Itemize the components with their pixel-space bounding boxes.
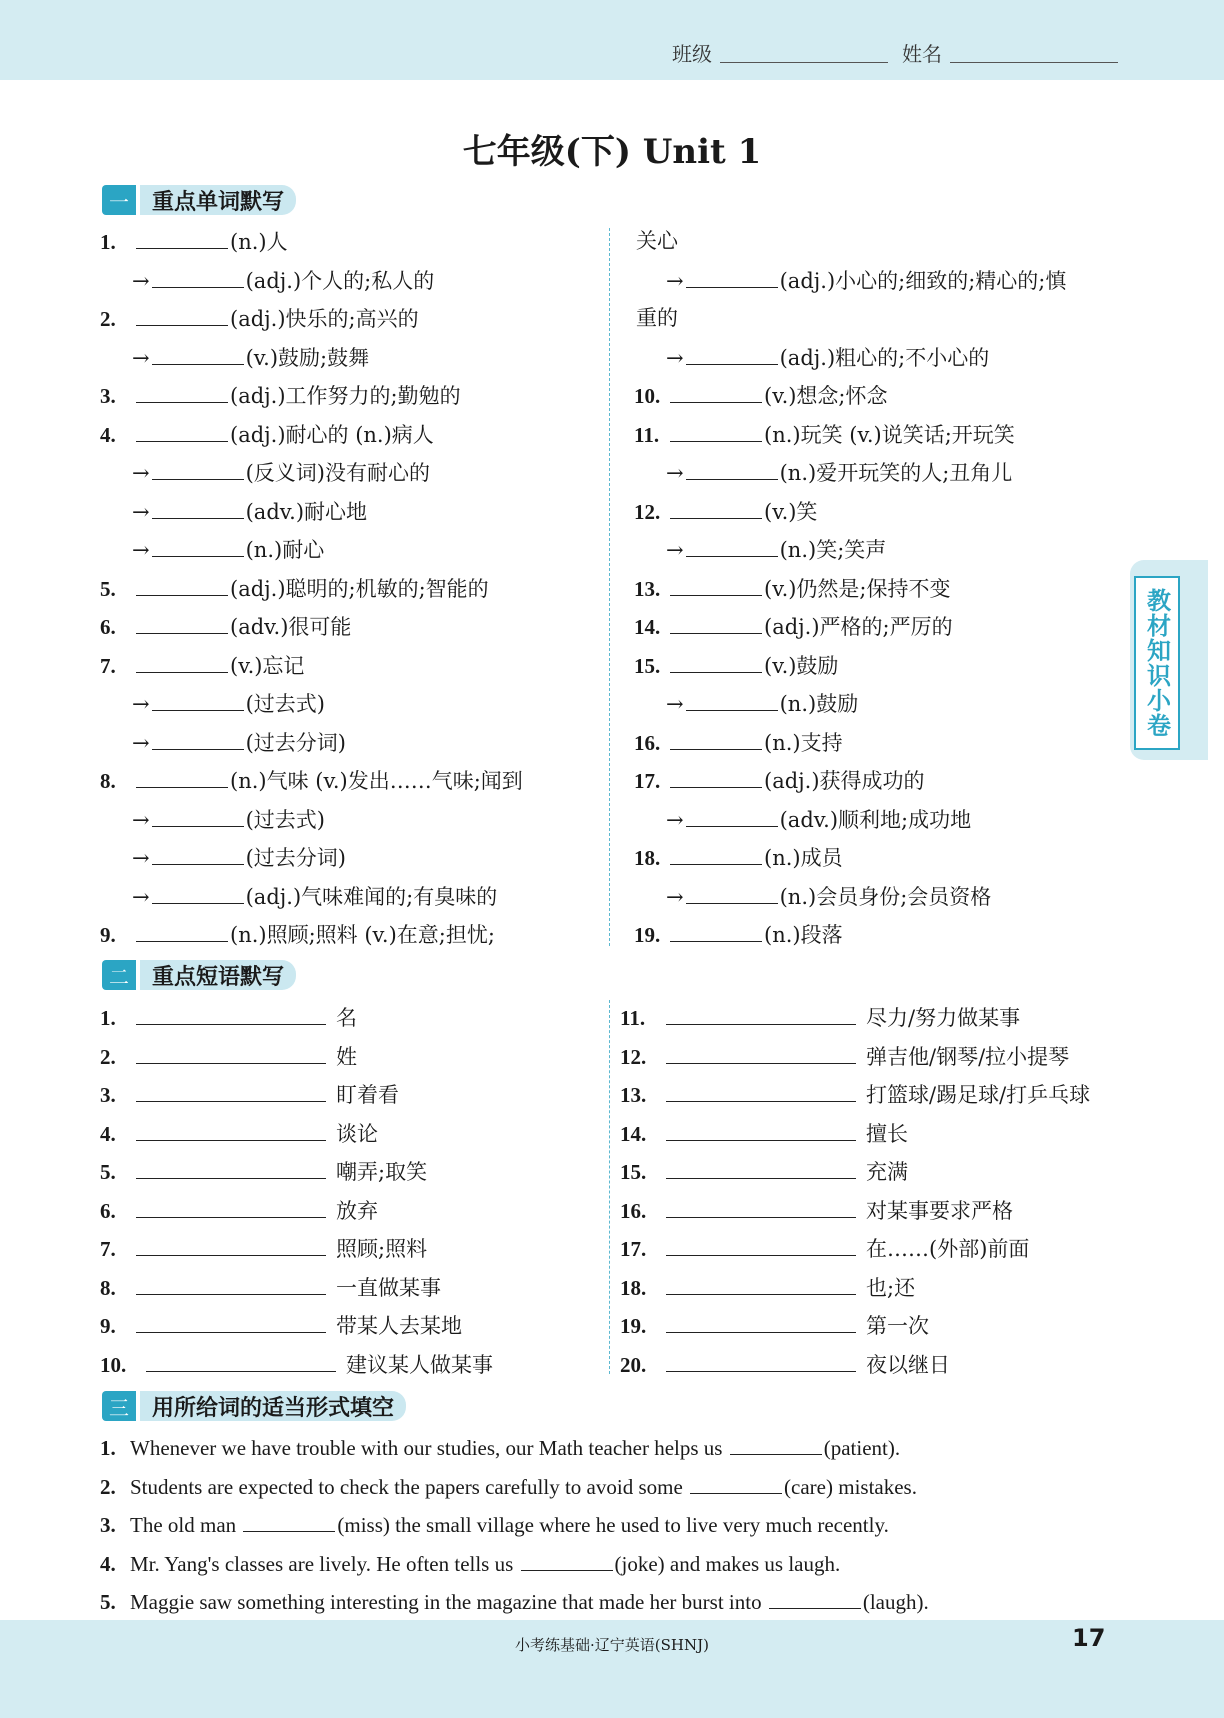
arrow-icon: →	[132, 538, 150, 562]
answer-blank[interactable]	[136, 767, 228, 788]
sentence-hint: (joke) and makes us laugh.	[614, 1551, 841, 1576]
answer-blank[interactable]	[690, 1473, 782, 1494]
arrow-icon: →	[666, 692, 684, 716]
arrow-icon: →	[132, 268, 150, 293]
item-number: 19.	[634, 923, 661, 947]
answer-blank[interactable]	[136, 1120, 326, 1141]
arrow-icon: →	[132, 730, 150, 755]
section-number: 三	[102, 1391, 136, 1421]
phrase-row	[100, 1120, 378, 1148]
definition: (n.)段落	[764, 923, 843, 947]
sentence-hint: (care) mistakes.	[784, 1474, 917, 1499]
definition: (反义词)没有耐心的	[245, 461, 430, 485]
arrow-icon: →	[666, 538, 684, 562]
arrow-icon: →	[666, 268, 684, 293]
word-row	[100, 575, 489, 603]
page-number: 17	[1072, 1624, 1106, 1652]
phrase-row	[100, 1158, 427, 1186]
word-row	[634, 806, 971, 834]
answer-blank[interactable]	[136, 1158, 326, 1179]
definition: (n.)成员	[764, 846, 843, 870]
definition: (n.)玩笑 (v.)说笑话;开玩笑	[764, 422, 1015, 447]
item-number: 2.	[100, 1044, 116, 1069]
definition: (adj.)小心的;细致的;精心的;慎	[779, 268, 1067, 293]
word-row	[634, 498, 817, 526]
definition: 谈论	[336, 1121, 378, 1146]
definition: (adj.)快乐的;高兴的	[230, 307, 419, 331]
answer-blank[interactable]	[136, 921, 228, 942]
word-row	[100, 652, 304, 680]
item-number: 17.	[620, 1237, 647, 1261]
definition: (n.)气味 (v.)发出……气味;闻到	[230, 769, 523, 793]
item-number: 14.	[620, 1121, 647, 1146]
phrase-row	[620, 1274, 915, 1302]
answer-blank[interactable]	[152, 344, 244, 365]
word-row	[636, 305, 678, 333]
answer-blank[interactable]	[152, 806, 244, 827]
definition: 尽力/努力做某事	[866, 1006, 1021, 1030]
word-row	[634, 421, 1015, 449]
phrase-row	[100, 1197, 378, 1225]
definition: (n.)支持	[764, 730, 843, 755]
answer-blank[interactable]	[136, 1081, 326, 1102]
definition: (v.)鼓励;鼓舞	[245, 345, 370, 370]
item-number: 16.	[634, 730, 661, 755]
phrase-row	[100, 1235, 427, 1263]
word-row	[634, 690, 858, 718]
name-label: 姓名	[902, 42, 942, 66]
answer-blank[interactable]	[666, 1120, 856, 1141]
item-number: 10.	[100, 1352, 127, 1377]
definition: 夜以继日	[866, 1352, 950, 1377]
definition: 照顾;照料	[336, 1237, 428, 1261]
item-number: 17.	[634, 769, 661, 793]
definition: (adv.)耐心地	[245, 499, 368, 524]
answer-blank[interactable]	[670, 575, 762, 596]
sentence-row	[100, 1511, 889, 1538]
definition: (v.)忘记	[230, 653, 305, 678]
definition: 放弃	[336, 1198, 378, 1223]
answer-blank[interactable]	[136, 652, 228, 673]
answer-blank[interactable]	[670, 382, 762, 403]
answer-blank[interactable]	[670, 652, 762, 673]
phrase-row	[100, 1081, 399, 1109]
sentence-text: Mr. Yang's classes are lively. He often tells us	[130, 1551, 519, 1576]
definition: 重的	[636, 306, 678, 330]
word-row	[100, 806, 325, 834]
answer-blank[interactable]	[136, 1312, 326, 1333]
definition: (n.)笑;笑声	[779, 538, 887, 562]
answer-blank[interactable]	[666, 1197, 856, 1218]
arrow-icon: →	[132, 499, 150, 524]
answer-blank[interactable]	[686, 690, 778, 711]
arrow-icon: →	[132, 345, 150, 370]
arrow-icon: →	[666, 884, 684, 909]
definition: 弹吉他/钢琴/拉小提琴	[866, 1044, 1070, 1069]
answer-blank[interactable]	[666, 1351, 856, 1372]
word-row	[634, 267, 1066, 295]
answer-blank[interactable]	[136, 1043, 326, 1064]
answer-blank[interactable]	[670, 613, 762, 634]
sentence-text: Whenever we have trouble with our studies, our Math teacher helps us	[130, 1436, 728, 1460]
arrow-icon: →	[132, 807, 150, 832]
answer-blank[interactable]	[686, 459, 778, 480]
word-row	[634, 921, 843, 949]
answer-blank[interactable]	[146, 1351, 336, 1372]
sentence-text: Students are expected to check the papers carefully to avoid some	[130, 1474, 689, 1499]
answer-blank[interactable]	[686, 806, 778, 827]
item-number: 5.	[100, 1590, 116, 1614]
definition: (n.)人	[230, 230, 288, 254]
phrase-row	[100, 1351, 493, 1379]
answer-blank[interactable]	[670, 421, 762, 442]
word-row	[100, 228, 288, 256]
item-number: 15.	[620, 1160, 647, 1184]
item-number: 12.	[634, 499, 661, 524]
arrow-icon: →	[132, 884, 150, 909]
item-number: 8.	[100, 1275, 116, 1300]
answer-blank[interactable]	[136, 228, 228, 249]
word-row	[634, 652, 838, 680]
column-divider	[609, 228, 610, 946]
word-row	[100, 767, 523, 795]
definition: (过去式)	[245, 807, 325, 832]
answer-blank[interactable]	[152, 883, 244, 904]
item-number: 4.	[100, 1551, 116, 1576]
section-header-3	[102, 1389, 406, 1423]
word-row	[100, 421, 434, 449]
word-row	[634, 883, 991, 911]
word-row	[100, 344, 369, 372]
item-number: 1.	[100, 1006, 116, 1030]
item-number: 20.	[620, 1352, 647, 1377]
section-header-2	[102, 958, 296, 992]
item-number: 14.	[634, 615, 661, 639]
item-number: 18.	[634, 846, 661, 870]
answer-blank[interactable]	[670, 729, 762, 750]
word-row	[100, 498, 367, 526]
sentence-row	[100, 1588, 929, 1615]
sentence-hint: (laugh).	[862, 1590, 929, 1614]
word-row	[634, 844, 843, 872]
definition: (adv.)很可能	[230, 615, 352, 639]
answer-blank[interactable]	[136, 421, 228, 442]
word-row	[100, 921, 495, 949]
word-row	[634, 613, 953, 641]
section-header-1	[102, 183, 296, 217]
word-row	[100, 729, 346, 757]
definition: 第一次	[866, 1314, 929, 1338]
word-row	[100, 883, 497, 911]
word-row	[636, 228, 678, 256]
section-number: 二	[102, 960, 136, 990]
word-row	[634, 729, 843, 757]
definition: (v.)鼓励	[764, 653, 839, 678]
definition: (adj.)气味难闻的;有臭味的	[245, 884, 498, 909]
name-field[interactable]	[950, 62, 1118, 63]
sentence-text: The old man	[130, 1513, 242, 1537]
arrow-icon: →	[132, 692, 150, 716]
sentence-hint: (miss) the small village where he used to live very much recently.	[337, 1513, 889, 1537]
section-title: 用所给词的适当形式填空	[140, 1391, 406, 1421]
answer-blank[interactable]	[666, 1274, 856, 1295]
answer-blank[interactable]	[136, 613, 228, 634]
answer-blank[interactable]	[769, 1588, 861, 1609]
word-row	[100, 613, 351, 641]
definition: (adj.)获得成功的	[764, 769, 925, 793]
phrase-row	[100, 1004, 357, 1032]
answer-blank[interactable]	[152, 536, 244, 557]
answer-blank[interactable]	[152, 459, 244, 480]
definition: (n.)爱开玩笑的人;丑角儿	[779, 461, 1013, 485]
phrase-row	[620, 1081, 1090, 1109]
answer-blank[interactable]	[521, 1550, 613, 1571]
item-number: 3.	[100, 1513, 116, 1537]
word-row	[100, 690, 325, 718]
item-number: 6.	[100, 1198, 116, 1223]
answer-blank[interactable]	[152, 690, 244, 711]
definition: (adv.)顺利地;成功地	[779, 807, 972, 832]
answer-blank[interactable]	[730, 1434, 822, 1455]
arrow-icon: →	[132, 846, 150, 870]
section-title: 重点单词默写	[140, 185, 296, 215]
word-row	[634, 767, 925, 795]
definition: 建议某人做某事	[346, 1352, 493, 1377]
answer-blank[interactable]	[666, 1158, 856, 1179]
definition: (adj.)聪明的;机敏的;智能的	[230, 576, 489, 601]
phrase-row	[620, 1158, 908, 1186]
item-number: 13.	[620, 1083, 647, 1107]
item-number: 15.	[634, 653, 661, 678]
section-title: 重点短语默写	[140, 960, 296, 990]
answer-blank[interactable]	[136, 305, 228, 326]
answer-blank[interactable]	[152, 267, 244, 288]
word-row	[634, 344, 989, 372]
answer-blank[interactable]	[243, 1511, 335, 1532]
definition: (n.)会员身份;会员资格	[779, 884, 992, 909]
answer-blank[interactable]	[666, 1081, 856, 1102]
answer-blank[interactable]	[666, 1004, 856, 1025]
phrase-row	[620, 1197, 1013, 1225]
answer-blank[interactable]	[670, 498, 762, 519]
arrow-icon: →	[666, 345, 684, 370]
word-row	[634, 536, 886, 564]
side-tab-label: 教材知识小卷	[1134, 576, 1180, 750]
word-row	[634, 382, 888, 410]
definition: (过去式)	[245, 692, 325, 716]
item-number: 2.	[100, 1474, 116, 1499]
phrase-row	[620, 1235, 1029, 1263]
item-number: 9.	[100, 1314, 116, 1338]
footer-text: 小考练基础·辽宁英语(SHNJ)	[515, 1636, 709, 1654]
answer-blank[interactable]	[670, 767, 762, 788]
sentence-hint: (patient).	[823, 1436, 901, 1460]
word-row	[100, 536, 324, 564]
item-number: 18.	[620, 1275, 647, 1300]
answer-blank[interactable]	[670, 844, 762, 865]
arrow-icon: →	[666, 807, 684, 832]
definition: (v.)笑	[764, 499, 818, 524]
definition: 擅长	[866, 1121, 908, 1146]
item-number: 5.	[100, 576, 116, 601]
definition: (v.)仍然是;保持不变	[764, 576, 951, 601]
item-number: 11.	[634, 422, 660, 447]
definition: 名	[336, 1006, 357, 1030]
phrase-row	[100, 1312, 462, 1340]
item-number: 5.	[100, 1160, 116, 1184]
definition: (adj.)严格的;严厉的	[764, 615, 953, 639]
item-number: 7.	[100, 1237, 116, 1261]
item-number: 2.	[100, 307, 116, 331]
answer-blank[interactable]	[686, 267, 778, 288]
definition: (n.)照顾;照料 (v.)在意;担忧;	[230, 923, 495, 947]
answer-blank[interactable]	[152, 844, 244, 865]
phrase-row	[100, 1043, 357, 1071]
answer-blank[interactable]	[136, 1197, 326, 1218]
item-number: 6.	[100, 615, 116, 639]
sentence-row	[100, 1434, 900, 1461]
definition: 充满	[866, 1160, 908, 1184]
item-number: 3.	[100, 1083, 116, 1107]
answer-blank[interactable]	[136, 575, 228, 596]
answer-blank[interactable]	[666, 1312, 856, 1333]
definition: (过去分词)	[245, 846, 346, 870]
definition: 对某事要求严格	[866, 1198, 1013, 1223]
item-number: 10.	[634, 384, 661, 408]
word-row	[634, 575, 951, 603]
answer-blank[interactable]	[152, 498, 244, 519]
item-number: 7.	[100, 653, 116, 678]
answer-blank[interactable]	[136, 382, 228, 403]
item-number: 19.	[620, 1314, 647, 1338]
answer-blank[interactable]	[686, 536, 778, 557]
class-field[interactable]	[720, 62, 888, 63]
item-number: 13.	[634, 576, 661, 601]
definition: (n.)耐心	[245, 538, 325, 562]
item-number: 4.	[100, 422, 116, 447]
sentence-row	[100, 1473, 917, 1500]
answer-blank[interactable]	[666, 1235, 856, 1256]
answer-blank[interactable]	[136, 1004, 326, 1025]
definition: 盯着看	[336, 1083, 399, 1107]
answer-blank[interactable]	[152, 729, 244, 750]
definition: 在……(外部)前面	[866, 1237, 1030, 1261]
word-row	[100, 382, 461, 410]
definition: (adj.)粗心的;不小心的	[779, 345, 990, 370]
definition: (adj.)工作努力的;勤勉的	[230, 384, 461, 408]
section-number: 一	[102, 185, 136, 215]
phrase-row	[620, 1120, 908, 1148]
answer-blank[interactable]	[136, 1235, 326, 1256]
column-divider	[609, 1000, 610, 1374]
sentence-text: Maggie saw something interesting in the magazine that made her burst into	[130, 1590, 767, 1614]
definition: 打篮球/踢足球/打乒乓球	[866, 1083, 1091, 1107]
answer-blank[interactable]	[666, 1043, 856, 1064]
definition: 带某人去某地	[336, 1314, 462, 1338]
answer-blank[interactable]	[686, 883, 778, 904]
item-number: 16.	[620, 1198, 647, 1223]
definition: (adj.)耐心的 (n.)病人	[230, 422, 434, 447]
definition: 姓	[336, 1044, 357, 1069]
definition: 关心	[636, 229, 678, 253]
arrow-icon: →	[132, 461, 150, 485]
phrase-row	[620, 1043, 1069, 1071]
page-title: 七年级(下) Unit 1	[462, 132, 762, 172]
item-number: 12.	[620, 1044, 647, 1069]
definition: 嘲弄;取笑	[336, 1160, 428, 1184]
word-row	[100, 267, 434, 295]
phrase-row	[620, 1351, 950, 1379]
item-number: 11.	[620, 1006, 646, 1030]
item-number: 3.	[100, 384, 116, 408]
word-row	[100, 459, 430, 487]
word-row	[100, 844, 346, 872]
definition: 也;还	[866, 1275, 916, 1300]
word-row	[100, 305, 419, 333]
phrase-row	[100, 1274, 441, 1302]
answer-blank[interactable]	[136, 1274, 326, 1295]
definition: (v.)想念;怀念	[764, 384, 888, 408]
definition: (过去分词)	[245, 730, 346, 755]
definition: 一直做某事	[336, 1275, 441, 1300]
top-banner	[0, 0, 1224, 80]
sentence-row	[100, 1550, 840, 1577]
phrase-row	[620, 1312, 929, 1340]
item-number: 4.	[100, 1121, 116, 1146]
arrow-icon: →	[666, 461, 684, 485]
word-row	[634, 459, 1012, 487]
answer-blank[interactable]	[686, 344, 778, 365]
definition: (n.)鼓励	[779, 692, 859, 716]
class-label: 班级	[672, 42, 712, 66]
item-number: 1.	[100, 1436, 116, 1460]
item-number: 9.	[100, 923, 116, 947]
phrase-row	[620, 1004, 1020, 1032]
definition: (adj.)个人的;私人的	[245, 268, 435, 293]
item-number: 1.	[100, 230, 116, 254]
answer-blank[interactable]	[670, 921, 762, 942]
item-number: 8.	[100, 769, 116, 793]
